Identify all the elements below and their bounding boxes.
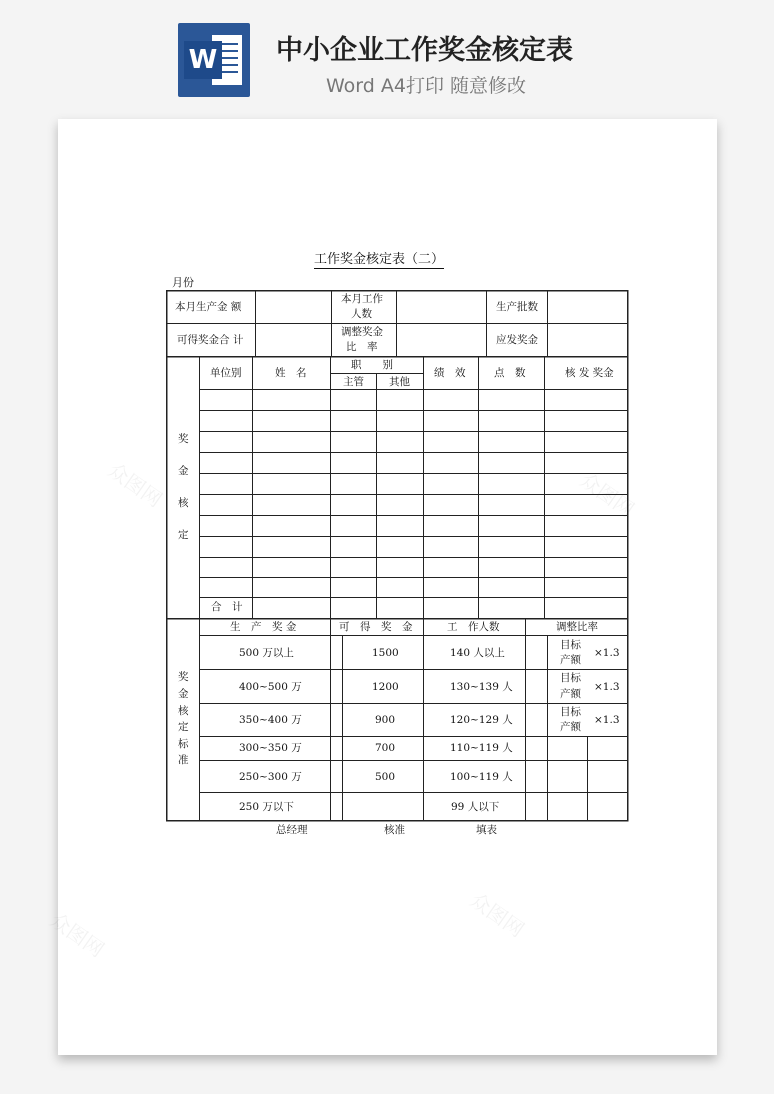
available-bonus-value: 900 bbox=[375, 714, 396, 726]
page-subtitle: Word A4打印 随意修改 bbox=[326, 75, 527, 97]
multiplier: ×1.3 bbox=[594, 647, 620, 659]
multiplier: ×1.3 bbox=[594, 681, 620, 693]
target-label-2: 产额 bbox=[560, 721, 581, 733]
name-header: 姓 名 bbox=[275, 367, 307, 379]
word-app-icon bbox=[178, 23, 250, 97]
workers-range: 99 人以下 bbox=[451, 801, 500, 813]
standards-side-char: 准 bbox=[178, 754, 189, 766]
watermark: 众图网 bbox=[103, 457, 167, 512]
workers-count-label-2: 人数 bbox=[351, 308, 372, 320]
workers-range: 130~139 人 bbox=[450, 681, 513, 693]
standards-side-char: 奖 bbox=[178, 671, 189, 683]
available-bonus-value: 700 bbox=[375, 742, 396, 754]
bonus-payable-label: 应发奖金 bbox=[496, 334, 538, 346]
assessment-side-char: 定 bbox=[178, 529, 189, 541]
production-amount-label: 本月生产金 额 bbox=[175, 301, 242, 313]
approved-bonus-header: 核 发 奖金 bbox=[565, 367, 614, 379]
total-label: 合 计 bbox=[211, 601, 243, 613]
standards-side-char: 标 bbox=[178, 738, 189, 750]
assessment-side-char: 奖 bbox=[178, 433, 189, 445]
adjust-ratio-label: 调整奖金 bbox=[341, 326, 383, 338]
document-title: 工作奖金核定表（二） bbox=[314, 248, 444, 269]
manager-header: 主管 bbox=[343, 376, 364, 388]
target-label: 目标 bbox=[560, 639, 581, 651]
available-bonus-value: 1200 bbox=[372, 681, 399, 693]
bonus-total-label: 可得奖金合 计 bbox=[177, 334, 244, 346]
watermark: 众图网 bbox=[465, 887, 529, 942]
target-label: 目标 bbox=[560, 672, 581, 684]
target-label-2: 产额 bbox=[560, 654, 581, 666]
points-header: 点 数 bbox=[494, 367, 526, 379]
production-range: 250 万以下 bbox=[239, 801, 294, 813]
production-range: 400~500 万 bbox=[239, 681, 302, 693]
standards-side-char: 核 bbox=[178, 705, 189, 717]
approve-label: 核准 bbox=[384, 824, 405, 836]
assessment-side-char: 金 bbox=[178, 465, 189, 477]
workers-range: 110~119 人 bbox=[450, 742, 513, 754]
production-range: 250~300 万 bbox=[239, 771, 302, 783]
workers-range: 100~119 人 bbox=[450, 771, 513, 783]
adjust-ratio-header: 调整比率 bbox=[556, 621, 598, 633]
workers-header: 工 作人数 bbox=[447, 621, 500, 633]
unit-header: 单位别 bbox=[210, 367, 242, 379]
assessment-side-char: 核 bbox=[178, 497, 189, 509]
general-manager-label: 总经理 bbox=[276, 824, 308, 836]
workers-count-label: 本月工作 bbox=[341, 293, 383, 305]
other-header: 其他 bbox=[389, 376, 410, 388]
production-range: 300~350 万 bbox=[239, 742, 302, 754]
standards-side-char: 金 bbox=[178, 688, 189, 700]
performance-header: 绩 效 bbox=[434, 367, 466, 379]
page-title: 中小企业工作奖金核定表 bbox=[276, 35, 573, 66]
target-label: 目标 bbox=[560, 706, 581, 718]
workers-range: 120~129 人 bbox=[450, 714, 513, 726]
adjust-ratio-label-2: 比 率 bbox=[346, 341, 378, 353]
standards-side-char: 定 bbox=[178, 721, 189, 733]
production-bonus-header: 生 产 奖 金 bbox=[230, 621, 297, 633]
production-batch-label: 生产批数 bbox=[496, 301, 538, 313]
multiplier: ×1.3 bbox=[594, 714, 620, 726]
available-bonus-header: 可 得 奖 金 bbox=[339, 621, 413, 633]
available-bonus-value: 500 bbox=[375, 771, 396, 783]
watermark: 众图网 bbox=[575, 467, 639, 522]
month-label: 月份 bbox=[172, 276, 194, 289]
prepared-by-label: 填表 bbox=[476, 824, 497, 836]
available-bonus-value: 1500 bbox=[372, 647, 399, 659]
workers-range: 140 人以上 bbox=[450, 647, 505, 659]
position-header: 职 别 bbox=[351, 359, 393, 371]
target-label-2: 产额 bbox=[560, 688, 581, 700]
word-letter: W bbox=[184, 41, 222, 79]
watermark: 众图网 bbox=[45, 907, 109, 962]
production-range: 350~400 万 bbox=[239, 714, 302, 726]
production-range: 500 万以上 bbox=[239, 647, 294, 659]
